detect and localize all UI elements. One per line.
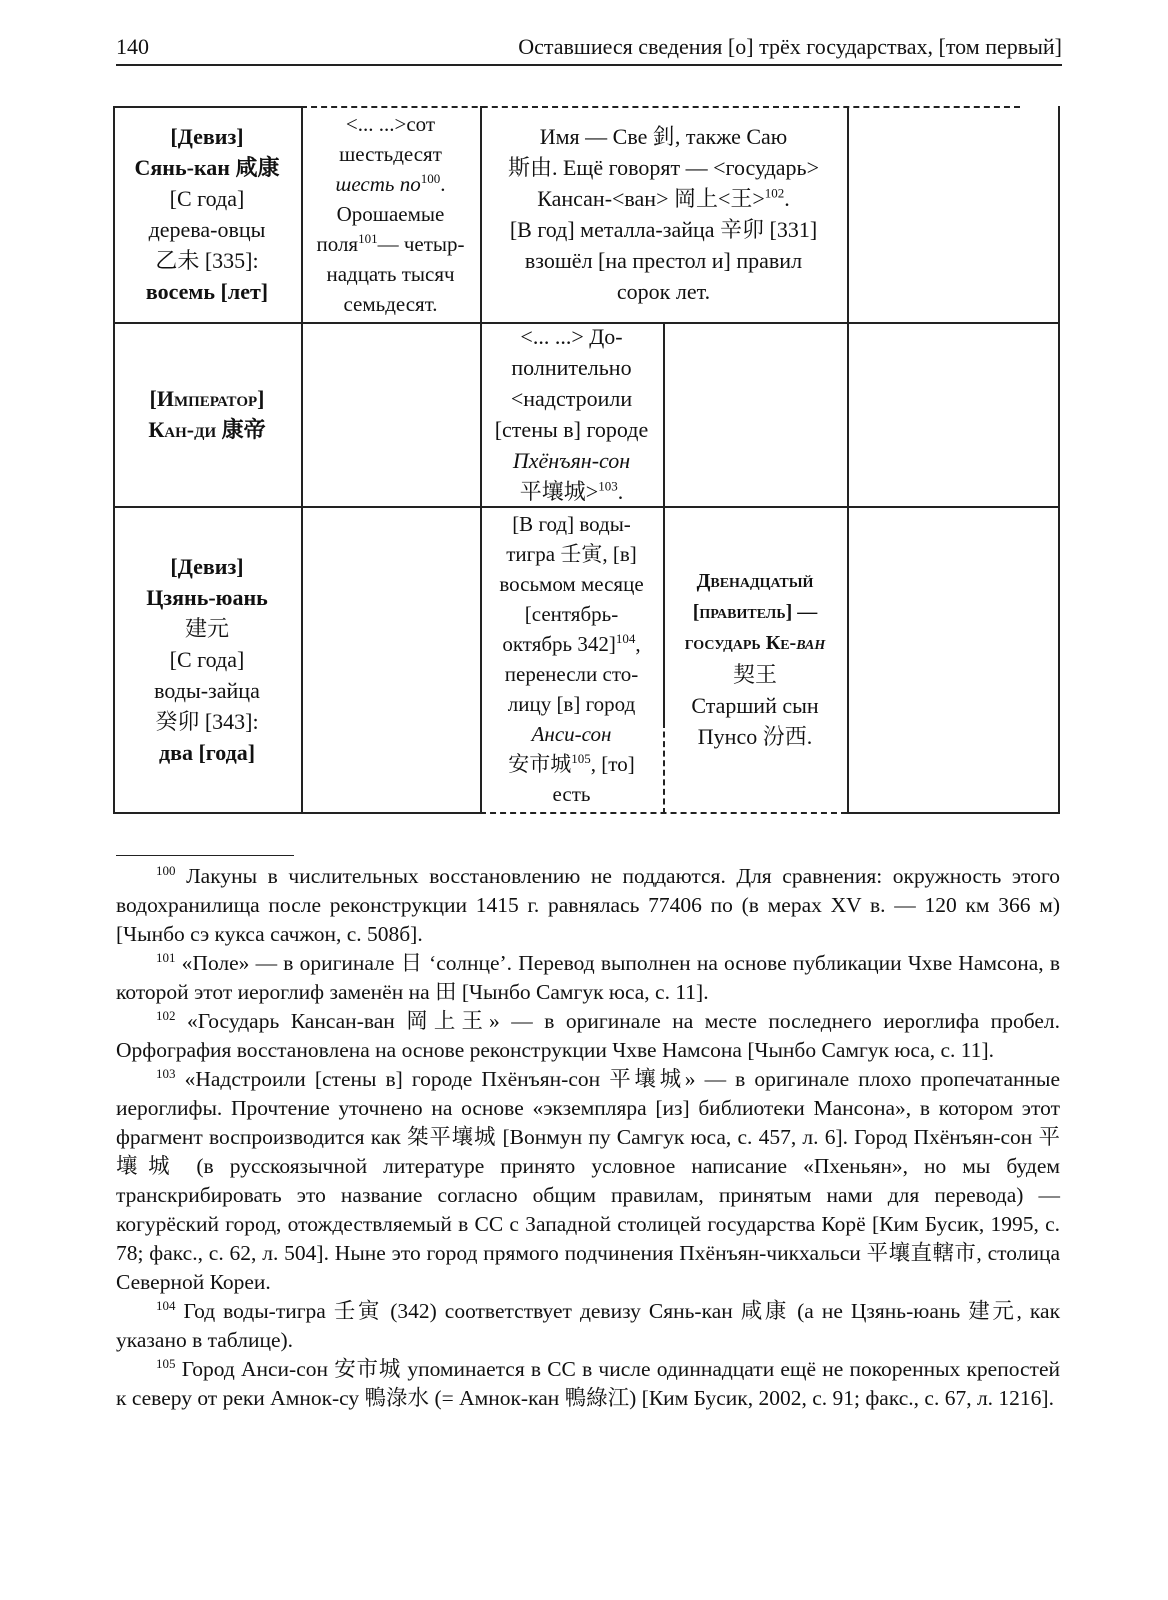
record-line: надцать тысяч	[326, 262, 455, 286]
footnote-text: Лакуны в числительных восстановлению не поддаются. Для сравнения: окружность этого водохранилища после реконструкции 1415 г. равнялась 77406 по (в мерах XV в. — 120 км 366 м) [Чынбо сэ кукса сачжон, с. 508б].	[116, 864, 1061, 946]
record-line: шесть $по^{100}$.	[335, 171, 446, 196]
footnote-text: Город Анси-сон 安市城 упоминается в СС в числе одиннадцати ещё не покоренных крепостей к северу от реки Амнок-су 鴨淥水 (= Амнок-кан 鴨綠江) [Ким Бусик, 2002, с. 91; факс., с. 67, л. 1216].	[116, 1357, 1061, 1410]
footnote	[116, 862, 1060, 949]
event-line: лицу [в] город	[507, 692, 636, 716]
footnote	[116, 1007, 1060, 1065]
event-line: <надстроили	[510, 386, 633, 411]
ruler-line: сорок лет.	[616, 279, 711, 304]
col-border-right	[1058, 106, 1060, 814]
ruler-hanja: 契王	[732, 662, 777, 687]
ruler-line: взошёл [на престол и] правил	[524, 248, 803, 273]
event-line: 平壤城>$^{103}$.	[519, 478, 624, 504]
footnote-ref: 103	[598, 478, 618, 494]
ruler-line: [В год] металла-зайца 辛卯 [331]	[509, 217, 818, 242]
row1-era-cell	[113, 106, 301, 322]
event-text: октябрь 342]	[502, 632, 616, 656]
era-year-name: дерева-овцы	[148, 217, 266, 242]
footnote-rule	[116, 855, 294, 856]
ruler-line: Пунсо 汾西.	[697, 724, 813, 749]
footnote-ref: 105	[571, 751, 591, 766]
footnote-text: Год воды-тигра 壬寅 (342) соответствует девизу Сянь-кан 咸康 (а не Цзянь-юань 建元, как указано в таблице).	[116, 1299, 1061, 1352]
event-line: есть	[552, 782, 591, 806]
footnote-number: 104	[156, 1297, 176, 1313]
record-line: <... ...>сот	[345, 112, 436, 136]
era-year: 癸卯 [343]:	[155, 708, 259, 734]
ruler-title: [правитель] —	[692, 601, 818, 623]
event-line: тигра 壬寅, [в]	[506, 542, 637, 566]
record-line	[316, 229, 464, 259]
event-line: [сентябрь-	[524, 602, 619, 626]
era-from: [С года]	[169, 646, 245, 672]
footnote	[116, 1355, 1060, 1413]
ruler-line: Старший сын	[691, 693, 819, 718]
event-line: октябрь 342]$^{104}$,	[502, 631, 641, 656]
record-line: семьдесят.	[343, 292, 438, 316]
footnote-ref: 102	[764, 185, 785, 201]
event-text: 安市城	[508, 752, 572, 776]
record-text: шесть по	[335, 172, 421, 196]
event-line: полнительно	[511, 355, 632, 380]
row3-event-cell	[480, 506, 663, 812]
emperor-name: Кан-ди 康帝	[148, 417, 266, 442]
era-name: Сянь-кан 咸康	[134, 155, 280, 180]
chronicle-table	[113, 106, 1060, 838]
footnote	[116, 949, 1060, 1007]
row2-event-cell	[480, 322, 663, 506]
footnote-text: «Поле» — в оригинале 日 ‘солнце’. Перевод выполнен на основе публикации Чхве Намсона, в которой этот иероглиф заменён на 田 [Чынбо Самгук юса, с. 11].	[116, 951, 1061, 1004]
event-line: [В год] воды-	[512, 512, 631, 536]
event-line: [стены в] городе	[494, 417, 649, 442]
footnote	[116, 1297, 1060, 1355]
page-number: 140	[116, 34, 149, 59]
event-line: перенесли сто-	[504, 662, 639, 686]
event-line: <... ...> До-	[520, 324, 623, 349]
event-text: [то]	[601, 752, 635, 776]
ruler-text: Кансан-<ван> 岡上<王>	[537, 186, 765, 211]
footnote-number: 105	[156, 1355, 176, 1371]
footnote-number: 101	[156, 949, 176, 965]
event-line: 安市城$^{105}$, [то]	[508, 751, 635, 776]
event-text: 平壤城>	[519, 479, 599, 504]
record-text: — четыр-	[377, 232, 465, 256]
record-line: шестьдесят	[339, 142, 442, 166]
footnote-number: 103	[156, 1065, 176, 1081]
table-border-bottom-left	[113, 812, 480, 814]
emperor-label: [Император]	[149, 386, 265, 411]
ruler-title	[685, 628, 826, 659]
col-border-4	[847, 106, 849, 814]
event-line: Анси-сон	[531, 722, 612, 746]
running-title: Оставшиеся сведения [о] трёх государствах, [том первый]	[518, 34, 1062, 59]
era-year-name: воды-зайца	[154, 677, 260, 703]
footnote-text: «Государь Кансан-ван 岡上王» — в оригинале на месте последнего иероглифа пробел. Орфография восстановлена на основе реконструкции Чхве Намсона [Чынбо Самгук юса, с. 11].	[116, 1009, 1060, 1062]
row1-ruler-cell	[480, 106, 847, 322]
ruler-line: Кансан-<ван> 岡上<王>$^{102}$.	[537, 185, 790, 211]
page-header	[116, 34, 1062, 66]
era-label: [Девиз]	[170, 124, 244, 149]
ruler-title: Двенадцатый	[696, 570, 814, 592]
footnote-ref: 100	[420, 171, 441, 186]
footnote-ref: 104	[615, 631, 636, 646]
footnote-number: 100	[156, 862, 176, 878]
era-year: 乙未 [335]:	[155, 248, 259, 273]
record-text: поля	[316, 232, 359, 256]
footnote-number: 102	[156, 1007, 176, 1023]
row2-emperor-cell	[113, 322, 301, 506]
ruler-text: государь Ке-	[684, 632, 797, 654]
table-border-bottom-right	[847, 812, 1060, 814]
event-line: восьмом месяце	[499, 572, 644, 596]
footnote-ref: 101	[358, 231, 378, 246]
era-duration: два [года]	[158, 739, 256, 765]
footnotes	[116, 862, 1060, 1413]
event-line: Пхёнъян-сон	[512, 448, 631, 473]
ruler-text: ван	[796, 632, 826, 654]
row3-ruler-cell	[663, 506, 847, 812]
era-label: [Девиз]	[170, 553, 244, 579]
row1-record-cell	[301, 106, 480, 322]
row3-era-cell	[113, 506, 301, 812]
era-hanja: 建元	[184, 615, 229, 641]
era-duration: восемь [лет]	[145, 279, 269, 304]
footnote-text: «Надстроили [стены в] городе Пхёнъян-сон 平壤城» — в оригинале плохо пропечатанные иероглифы. Прочтение уточнено на основе «экземпляра [из] библиотеки Мансона», в котором этот фрагмент воспроизводится как 桀平壤城 [Вонмун пу Самгук юса, с. 457, л. 6]. Город Пхёнъян-сон 平壤城 (в русскоязычной литературе принято условное написание «Пхеньян», но мы будем транскрибировать это название согласно общим правилам, принятым нами для перевода) — когурёский город, отождествляемый в СС с Западной столицей государства Корё [Ким Бусик, 1995, с. 78; факс., с. 62, л. 504]. Ныне это город прямого подчинения Пхёнъян-чикхальси 平壤直轄市, столица Северной Кореи.	[116, 1067, 1061, 1294]
ruler-line: 斯由. Ещё говорят — <государь>	[507, 155, 819, 180]
record-line: Орошаемые	[336, 202, 445, 226]
ruler-line: Имя — Све 釗, также Саю	[539, 124, 788, 149]
era-from: [С года]	[169, 186, 245, 211]
era-name: Цзянь-юань	[146, 584, 268, 610]
footnote	[116, 1065, 1060, 1297]
